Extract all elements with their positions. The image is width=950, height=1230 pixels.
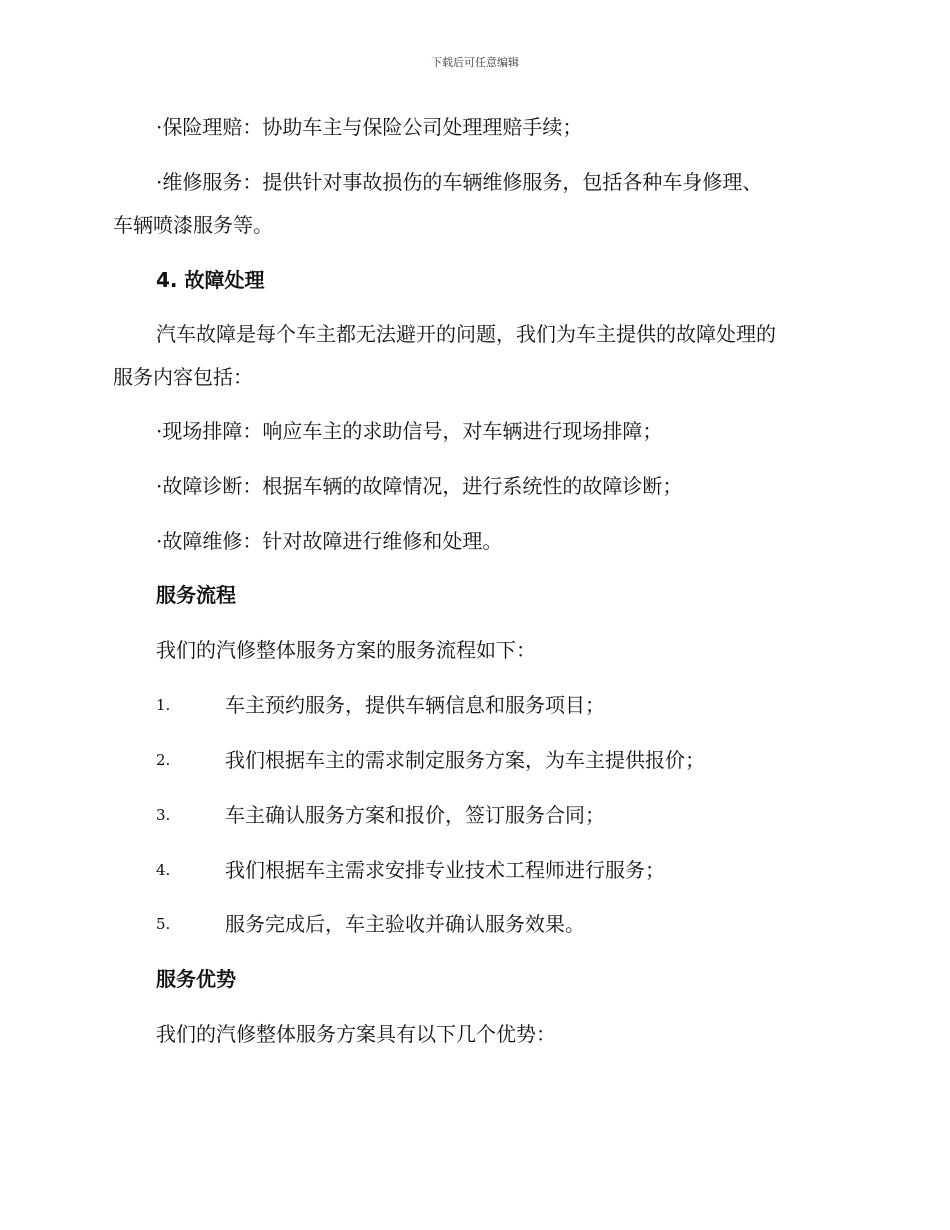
- paragraph-process-intro: 我们的汽修整体服务方案的服务流程如下：: [156, 638, 536, 662]
- step-number: 2.: [156, 751, 171, 769]
- step-text: 服务完成后，车主验收并确认服务效果。: [225, 912, 585, 936]
- heading-service-advantage: 服务优势: [156, 967, 236, 991]
- paragraph-fault-intro-line2: 服务内容包括：: [113, 365, 253, 389]
- step-text: 车主预约服务，提供车辆信息和服务项目；: [225, 693, 605, 717]
- step-number: 3.: [156, 806, 171, 824]
- step-number: 5.: [156, 915, 171, 933]
- heading-service-process: 服务流程: [156, 583, 236, 607]
- bullet-fault-repair: ·故障维修：针对故障进行维修和处理。: [156, 529, 503, 553]
- bullet-repair-service: ·维修服务：提供针对事故损伤的车辆维修服务，包括各种车身修理、: [156, 170, 763, 194]
- step-text: 我们根据车主的需求制定服务方案，为车主提供报价；: [225, 748, 705, 772]
- paragraph-fault-intro-line1: 汽车故障是每个车主都无法避开的问题，我们为车主提供的故障处理的: [156, 322, 776, 346]
- step-text: 车主确认服务方案和报价，签订服务合同；: [225, 803, 605, 827]
- bullet-repair-service-continuation: 车辆喷漆服务等。: [113, 213, 273, 237]
- bullet-fault-diagnosis: ·故障诊断：根据车辆的故障情况，进行系统性的故障诊断；: [156, 474, 683, 498]
- bullet-insurance-claim: ·保险理赔：协助车主与保险公司处理理赔手续；: [156, 115, 583, 139]
- step-text: 我们根据车主需求安排专业技术工程师进行服务；: [225, 858, 665, 882]
- paragraph-advantage-intro: 我们的汽修整体服务方案具有以下几个优势：: [156, 1022, 556, 1046]
- bullet-onsite-troubleshooting: ·现场排障：响应车主的求助信号，对车辆进行现场排障；: [156, 419, 663, 443]
- heading-fault-handling: 4. 故障处理: [156, 268, 265, 292]
- step-number: 1.: [156, 696, 171, 714]
- step-number: 4.: [156, 861, 171, 879]
- page-header: 下载后可任意编辑: [431, 56, 519, 69]
